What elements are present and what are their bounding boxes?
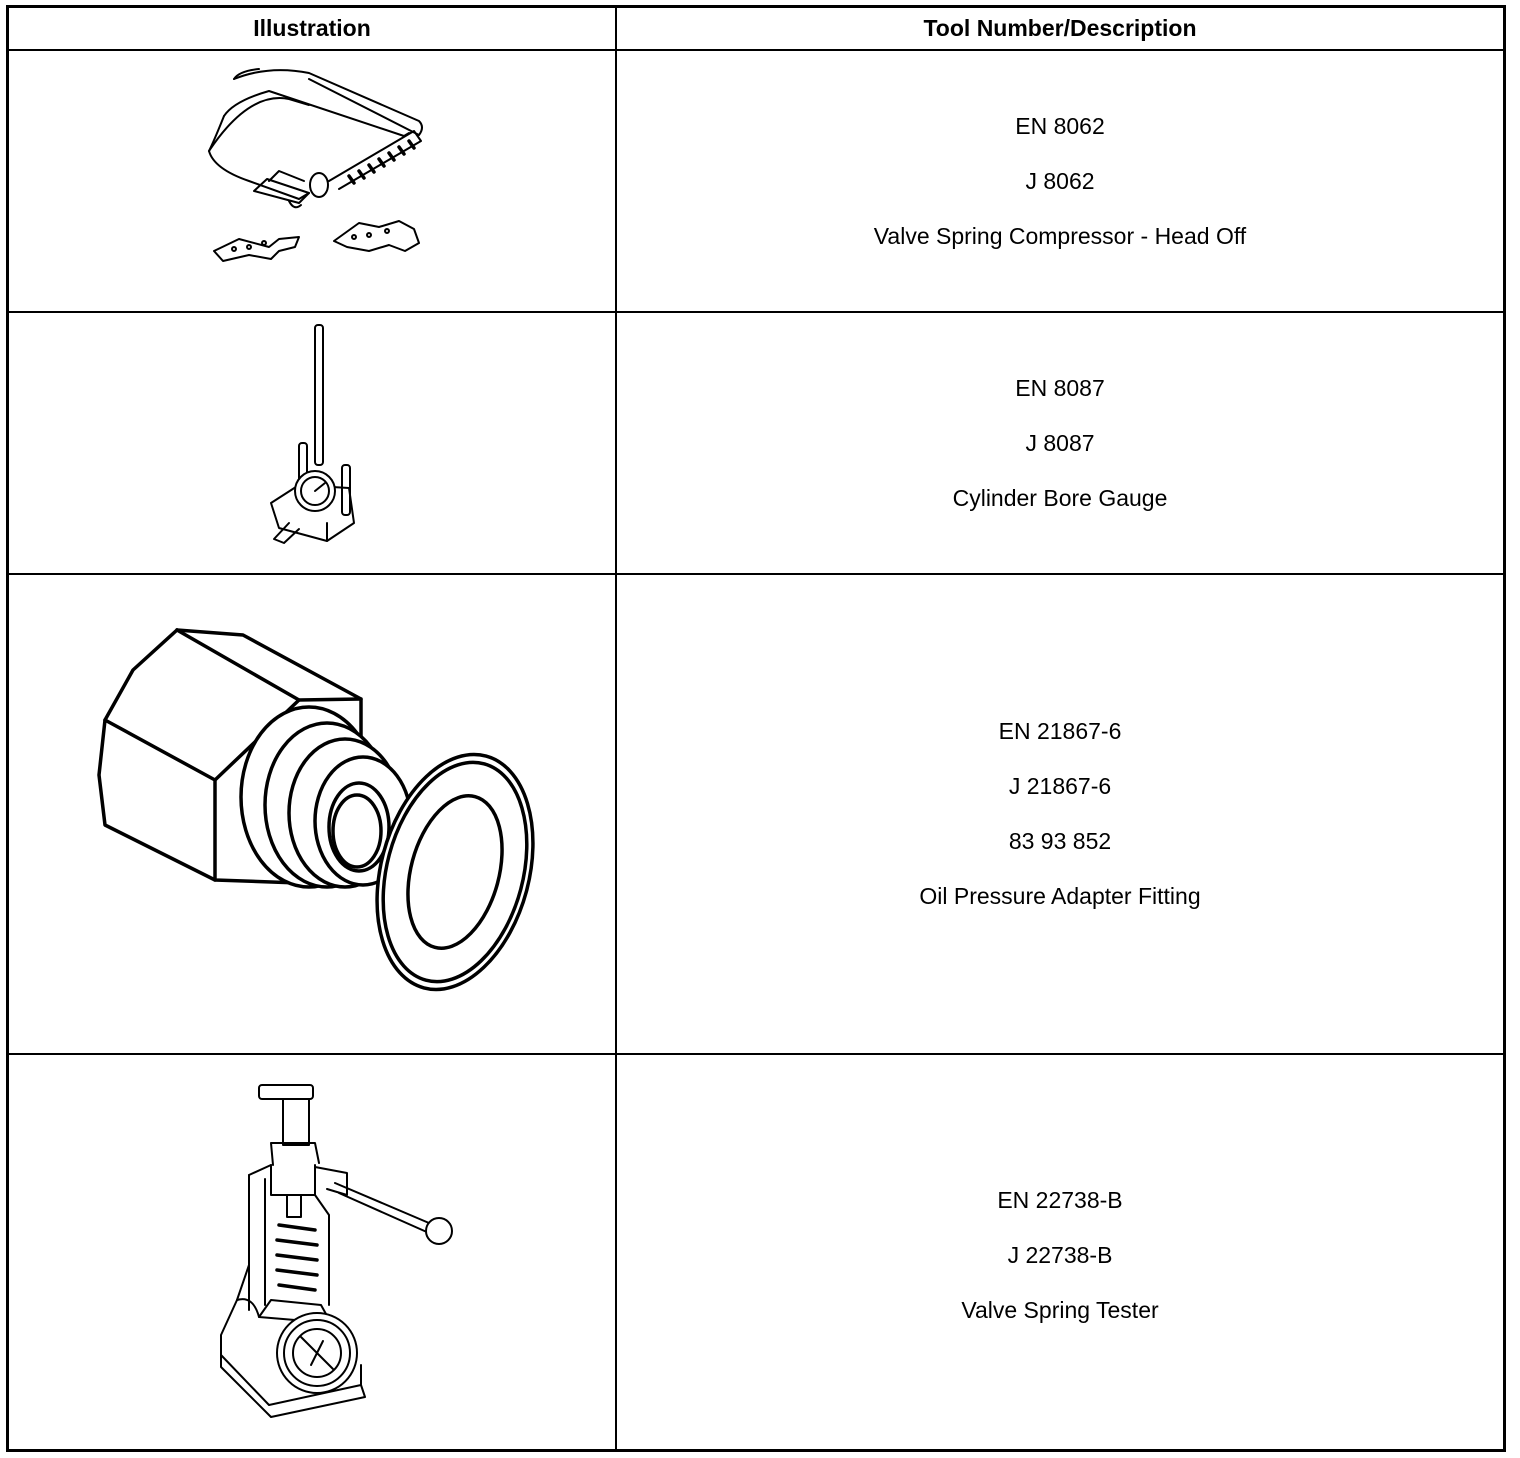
- j-tool-number: J 8087: [1025, 429, 1095, 456]
- valve-spring-compressor-icon: [9, 51, 615, 313]
- description-cell: [617, 1055, 1503, 1455]
- illustration-cell: [9, 1055, 615, 1455]
- j-tool-number: J 21867-6: [1008, 773, 1112, 799]
- j-tool-number: J 8062: [1025, 167, 1095, 194]
- table-header-row: [9, 8, 1503, 51]
- description-cell: [617, 575, 1503, 1053]
- en-tool-number: EN 8062: [1015, 112, 1105, 139]
- j-tool-number: J 22738-B: [1007, 1241, 1113, 1268]
- tool-description: Valve Spring Tester: [961, 1296, 1159, 1323]
- table-row: [9, 575, 1503, 1055]
- table-row: [9, 51, 1503, 313]
- en-tool-number: EN 8087: [1015, 374, 1105, 401]
- part-number: 83 93 852: [1008, 828, 1112, 854]
- oil-pressure-adapter-fitting-icon: [9, 575, 615, 1055]
- illustration-cell: [9, 51, 615, 311]
- illustration-cell: [9, 575, 615, 1053]
- cylinder-bore-gauge-icon: [9, 313, 615, 575]
- description-header: Tool Number/Description: [923, 15, 1197, 41]
- table-row: [9, 1055, 1503, 1455]
- table-row: [9, 313, 1503, 575]
- description-cell: [617, 313, 1503, 573]
- tool-description: Valve Spring Compressor - Head Off: [873, 222, 1247, 249]
- illustration-cell: [9, 313, 615, 573]
- valve-spring-tester-icon: [9, 1055, 615, 1455]
- tool-description: Oil Pressure Adapter Fitting: [919, 883, 1201, 909]
- en-tool-number: EN 22738-B: [997, 1186, 1123, 1213]
- description-cell: [617, 51, 1503, 311]
- illustration-header: Illustration: [253, 15, 371, 41]
- tool-table: [6, 5, 1506, 1452]
- en-tool-number: EN 21867-6: [998, 718, 1122, 744]
- tool-description: Cylinder Bore Gauge: [952, 484, 1168, 511]
